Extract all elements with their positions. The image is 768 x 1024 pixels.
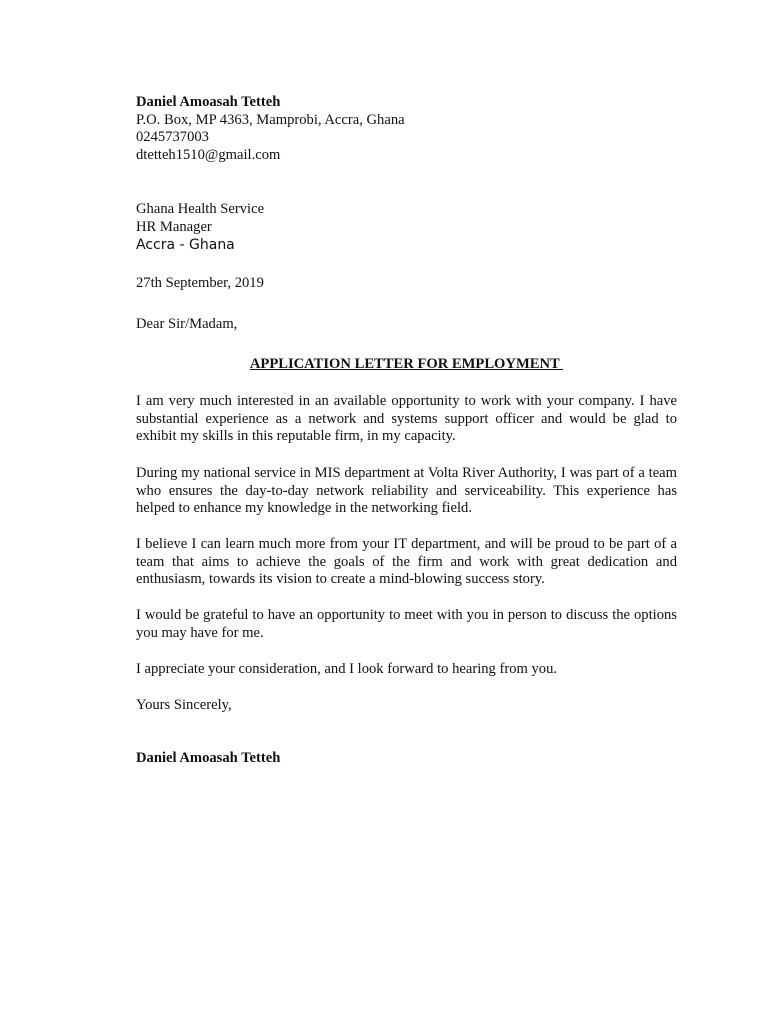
body-paragraph-1: I am very much interested in an available opportunity to work with your company. I have substantial experience as a network and systems support officer and would be glad to exhibit my skills in this reputable firm, in my capacity.: [136, 393, 677, 445]
sender-block: [136, 94, 677, 164]
recipient-location: Accra - Ghana: [136, 237, 235, 254]
body-paragraph-3: I believe I can learn much more from your IT department, and will be proud to be part of a team that aims to achieve the goals of the firm and work with great dedication and enthusiasm, towards its vision to create a mind-blowing success story.: [136, 536, 677, 588]
signature-name: Daniel Amoasah Tetteh: [136, 750, 281, 766]
salutation: [136, 316, 677, 334]
sender-name: Daniel Amoasah Tetteh: [136, 94, 281, 110]
salutation-text: Dear Sir/Madam,: [136, 316, 238, 332]
signature: [136, 750, 677, 768]
body-paragraph-5: I appreciate your consideration, and I look forward to hearing from you.: [136, 661, 558, 677]
recipient-position: HR Manager: [136, 218, 212, 235]
body-paragraph-2: During my national service in MIS department at Volta River Authority, I was part of a team who ensures the day-to-day network reliability and serviceability. This experience has helped to enhance my knowledge in the networking field.: [136, 465, 677, 517]
date-text: 27th September, 2019: [136, 275, 264, 291]
recipient-organization: Ghana Health Service: [136, 201, 265, 217]
closing-text: Yours Sincerely,: [136, 697, 232, 713]
letter-date: [136, 275, 677, 293]
body-paragraph-4: I would be grateful to have an opportunity to meet with you in person to discuss the options you may have for me.: [136, 607, 677, 641]
sender-address: P.O. Box, MP 4363, Mamprobi, Accra, Ghana: [136, 111, 405, 128]
closing: [136, 697, 677, 715]
sender-email: dtetteh1510@gmail.com: [136, 146, 281, 163]
letter-title: APPLICATION LETTER FOR EMPLOYMENT: [249, 356, 564, 372]
sender-phone: 0245737003: [136, 129, 209, 146]
recipient-block: [136, 201, 677, 255]
